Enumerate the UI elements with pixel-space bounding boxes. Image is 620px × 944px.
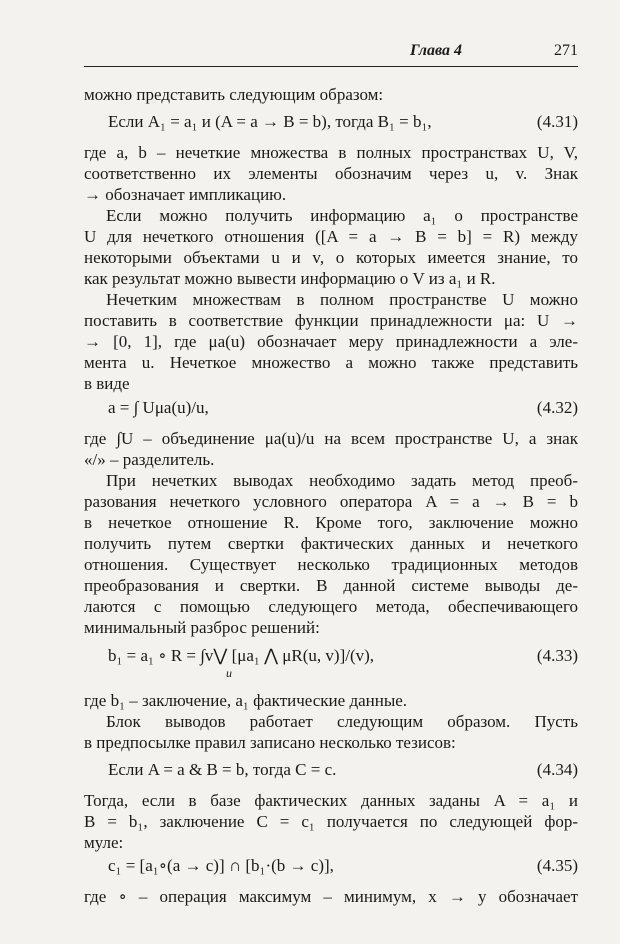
text-line: → [0, 1], где μa(u) обозначает меру принадлежности a эле-	[84, 332, 578, 351]
paragraph-start: При нечетких выводах необходимо задать метод преоб-	[106, 471, 578, 490]
text-line: преобразования и свертки. В данной системе выводы де-	[84, 576, 578, 595]
paragraph-start: Если можно получить информацию a₁ о пространстве	[106, 206, 578, 225]
text-line: «/» – разделитель.	[84, 450, 215, 469]
text-line: поставить в соответствие функции принадлежности μa: U →	[84, 311, 578, 330]
text-line: где b₁ – заключение, a₁ фактические данные.	[84, 691, 408, 710]
text-line: U для нечеткого отношения ([A = a → B = b] = R) между	[84, 227, 578, 246]
text-line: → обозначает импликацию.	[84, 185, 287, 204]
text-line: отношения. Существует несколько традиционных методов	[84, 555, 578, 574]
text-line: мента u. Нечеткое множество a можно также представить	[84, 353, 578, 372]
equation-4-31: Если A₁ = a₁ и (A = a → B = b), тогда B₁ = b₁,	[108, 112, 432, 131]
equation-number: (4.31)	[536, 112, 578, 131]
text-line: в виде	[84, 374, 130, 393]
equation-4-34: Если A = a & B = b, тогда C = c.	[108, 760, 337, 779]
text-line: в предпосылке правил записано несколько тезисов:	[84, 733, 456, 752]
text-line: B = b₁, заключение C = c₁ получается по следующей фор-	[84, 812, 578, 831]
text-line: получить путем свертки фактических данных и нечеткого	[84, 534, 578, 553]
text-line: можно представить следующим образом:	[84, 85, 384, 104]
text-line: где a, b – нечеткие множества в полных пространствах U, V,	[84, 143, 578, 162]
equation-4-33: b₁ = a₁ ∘ R = ∫v⋁ [μa₁ ⋀ μR(u, v)]/(v),	[108, 646, 375, 665]
paragraph-start: Блок выводов работает следующим образом. Пусть	[106, 712, 578, 731]
text-line: Тогда, если в базе фактических данных заданы A = a₁ и	[84, 791, 578, 810]
text-line: где ∘ – операция максимум – минимум, x → y обозначает	[84, 887, 578, 906]
text-line: минимальный разброс решений:	[84, 618, 320, 637]
text-line: муле:	[84, 833, 124, 852]
equation-number: (4.34)	[536, 760, 578, 779]
text-line: некоторыми объектами u и v, о которых имеется знание, то	[84, 248, 578, 267]
equation-number: (4.35)	[536, 856, 578, 875]
page-header	[84, 40, 578, 67]
text-line: где ∫U – объединение μa(u)/u на всем пространстве U, а знак	[84, 429, 578, 448]
subscript-u: u	[226, 666, 232, 680]
text-line: лаются с помощью следующего метода, обеспечивающего	[84, 597, 578, 616]
page-number: 271	[554, 42, 578, 59]
paragraph-start: Нечетким множествам в полном пространстве U можно	[106, 290, 578, 309]
chapter-title: Глава 4	[409, 42, 462, 59]
equation-4-32: a = ∫ Uμa(u)/u,	[108, 398, 209, 417]
equation-number: (4.33)	[536, 646, 578, 665]
text-line: разования нечеткого условного оператора A = a → B = b	[84, 492, 578, 511]
text-line: в нечеткое отношение R. Кроме того, заключение можно	[84, 513, 578, 532]
equation-number: (4.32)	[536, 398, 578, 417]
text-line: как результат можно вывести информацию о V из a₁ и R.	[84, 269, 496, 288]
text-line: соответственно их элементы обозначим через u, v. Знак	[84, 164, 578, 183]
equation-4-35: c₁ = [a₁∘(a → c)] ∩ [b₁·(b → c)],	[108, 856, 334, 875]
